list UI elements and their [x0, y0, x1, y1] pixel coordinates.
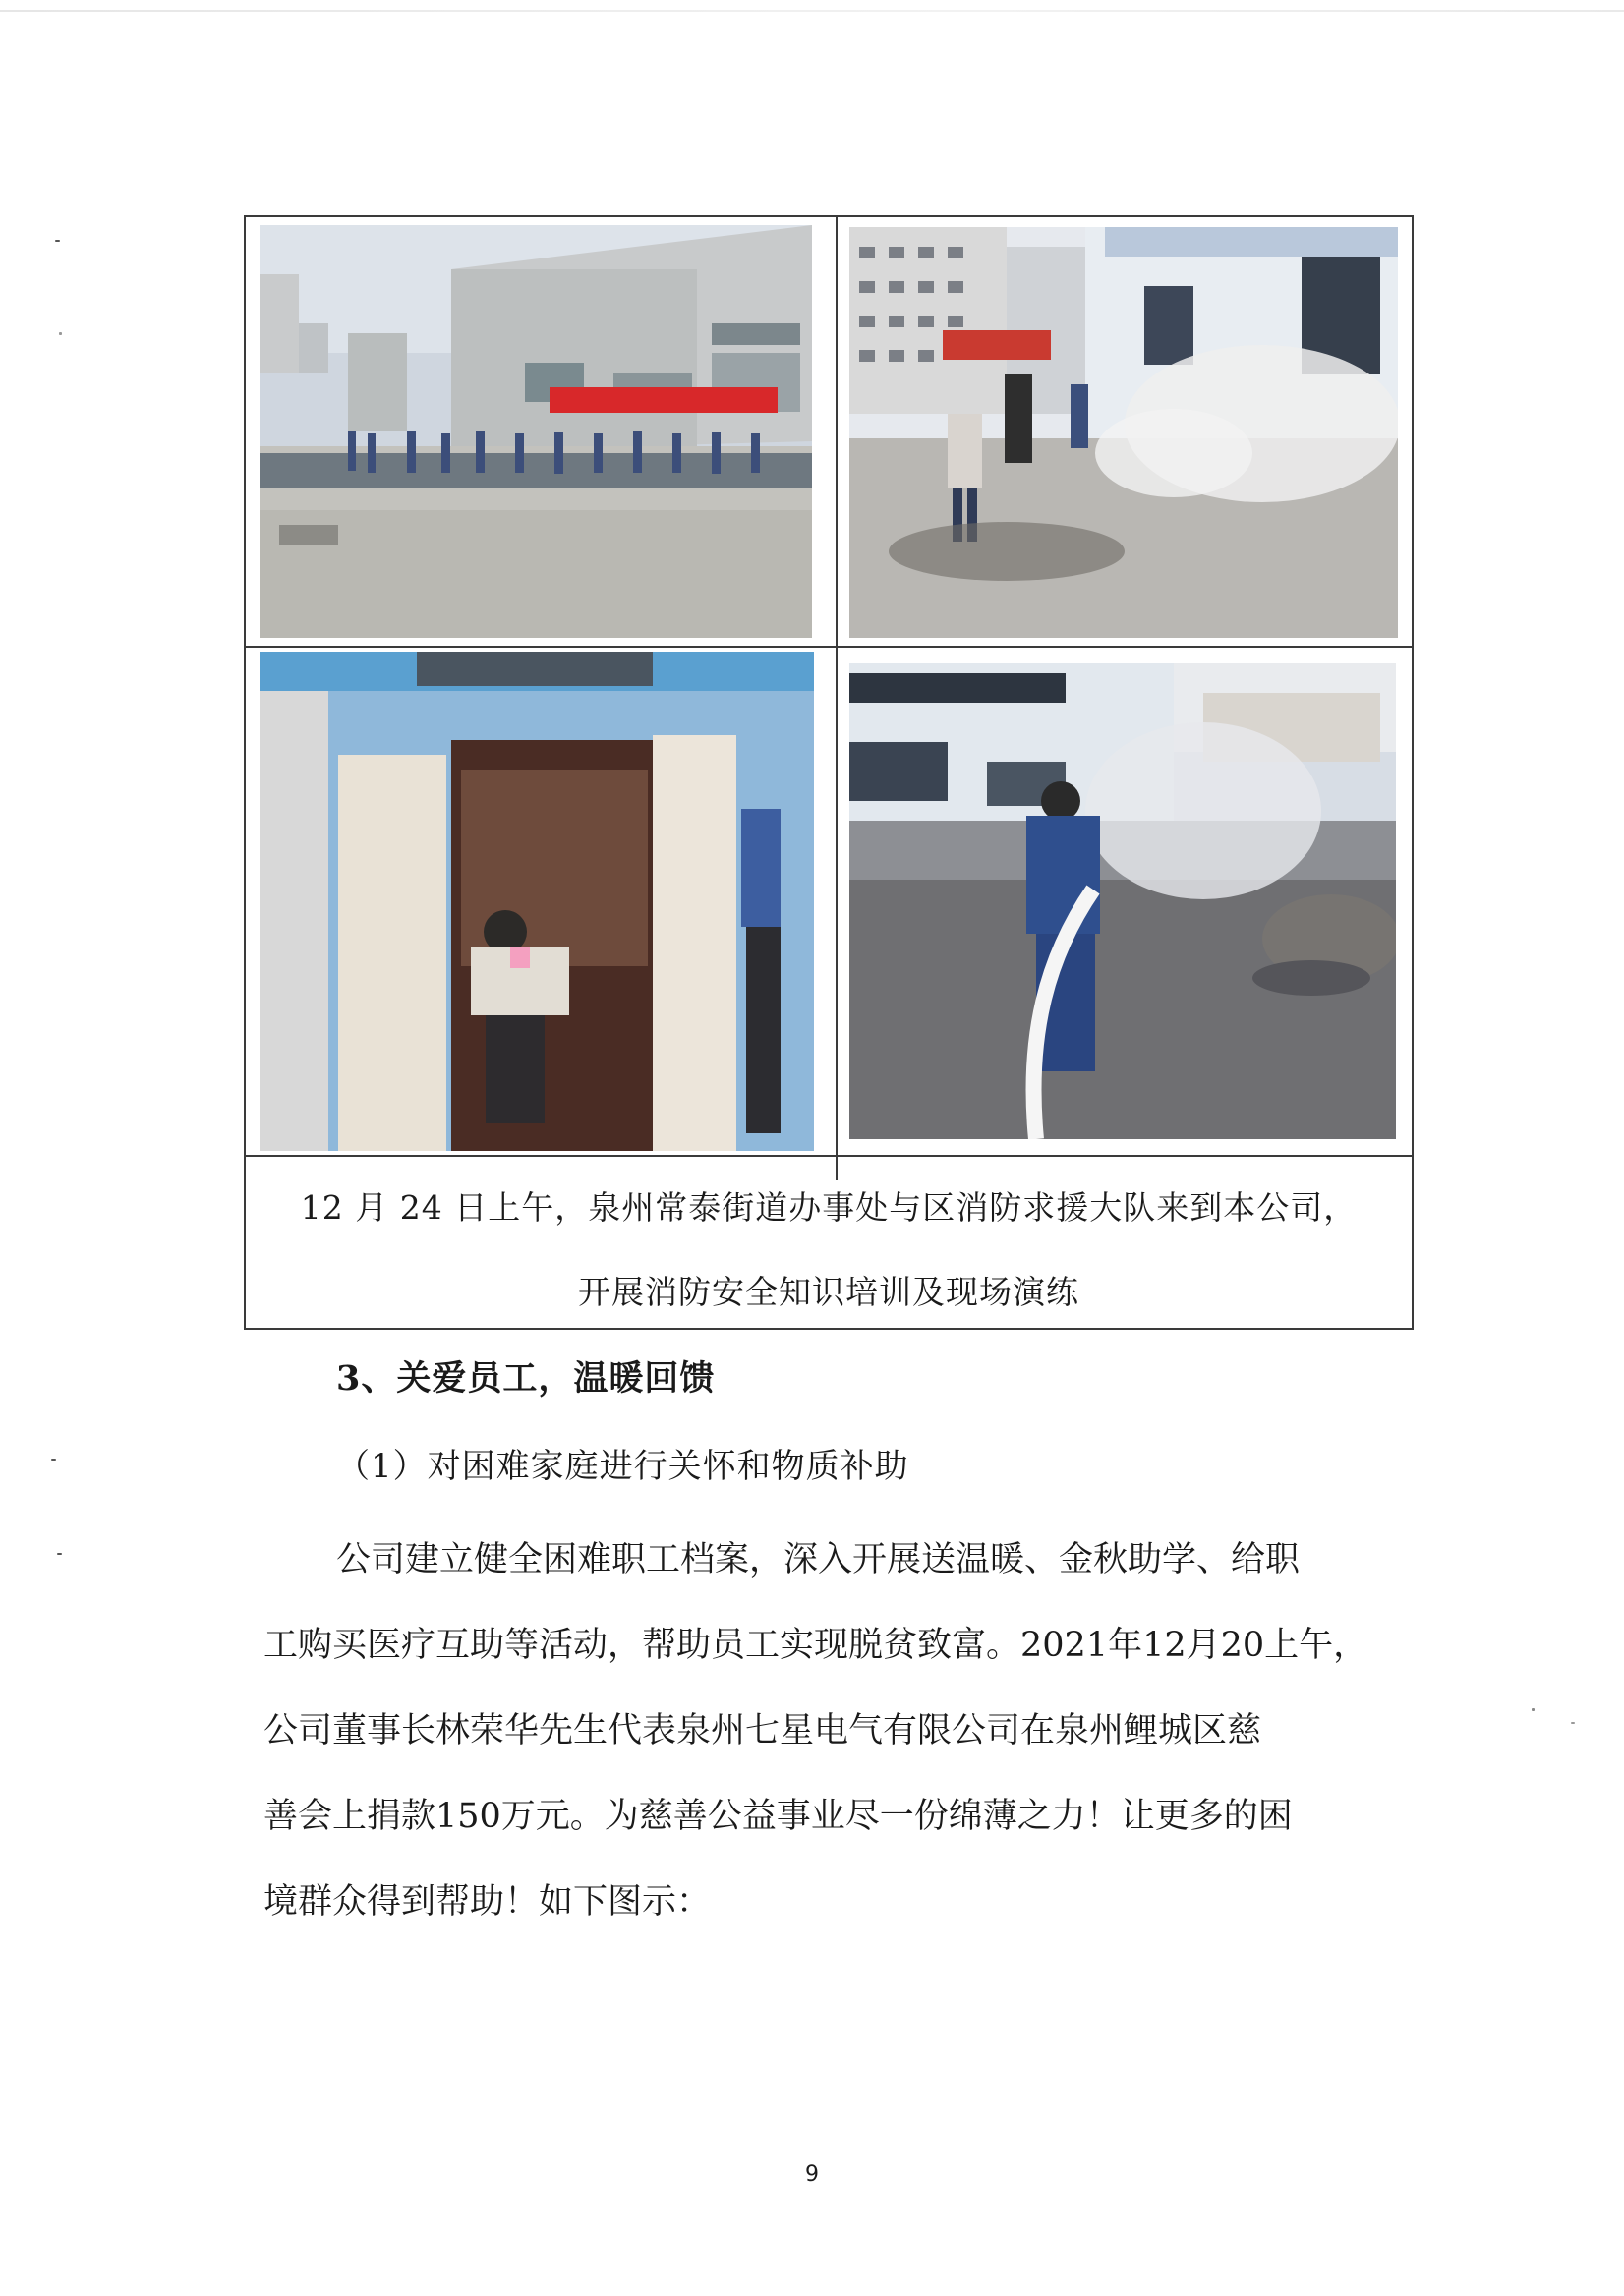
photo-extinguisher-demo: [849, 227, 1398, 638]
scan-speck: [51, 1459, 56, 1461]
body-paragraph: [263, 1518, 1404, 1945]
sub-heading: （1）对困难家庭进行关怀和物质补助: [336, 1447, 909, 1486]
photo-employee-assembly: [260, 225, 812, 638]
scan-speck: [57, 1553, 62, 1555]
table-divider: [246, 646, 1412, 648]
scan-top-edge: [0, 10, 1624, 12]
section-heading: 3、关爱员工，温暖回馈: [336, 1358, 716, 1399]
paragraph-line: 工购买医疗互助等活动，帮助员工实现脱贫致富。2021年12月20上午，: [263, 1626, 1368, 1665]
photo-table: [244, 215, 1414, 1330]
table-divider: [836, 217, 838, 1180]
photo-smoke-escape-drill: [260, 652, 814, 1151]
scan-speck: [59, 332, 62, 335]
scan-speck: [1532, 1708, 1535, 1711]
paragraph-line: 公司董事长林荣华先生代表泉州七星电气有限公司在泉州鲤城区慈: [263, 1711, 1262, 1751]
page-number: 9: [805, 2162, 819, 2187]
paragraph-line: 公司建立健全困难职工档案，深入开展送温暖、金秋助学、给职: [336, 1540, 1301, 1579]
caption-line-2: 开展消防安全知识培训及现场演练: [578, 1273, 1079, 1311]
caption-line-1: 12 月 24 日上午，泉州常泰街道办事处与区消防求援大队来到本公司，: [300, 1188, 1358, 1227]
photo-fire-hose-drill: [849, 663, 1396, 1139]
scan-speck: [55, 240, 60, 242]
photo-caption: [246, 1161, 1412, 1328]
paragraph-line: 善会上捐款150万元。为慈善公益事业尽一份绵薄之力！让更多的困: [263, 1797, 1293, 1836]
scan-speck: [1571, 1722, 1575, 1724]
table-divider: [246, 1155, 1412, 1157]
paragraph-line: 境群众得到帮助！如下图示：: [263, 1882, 712, 1922]
